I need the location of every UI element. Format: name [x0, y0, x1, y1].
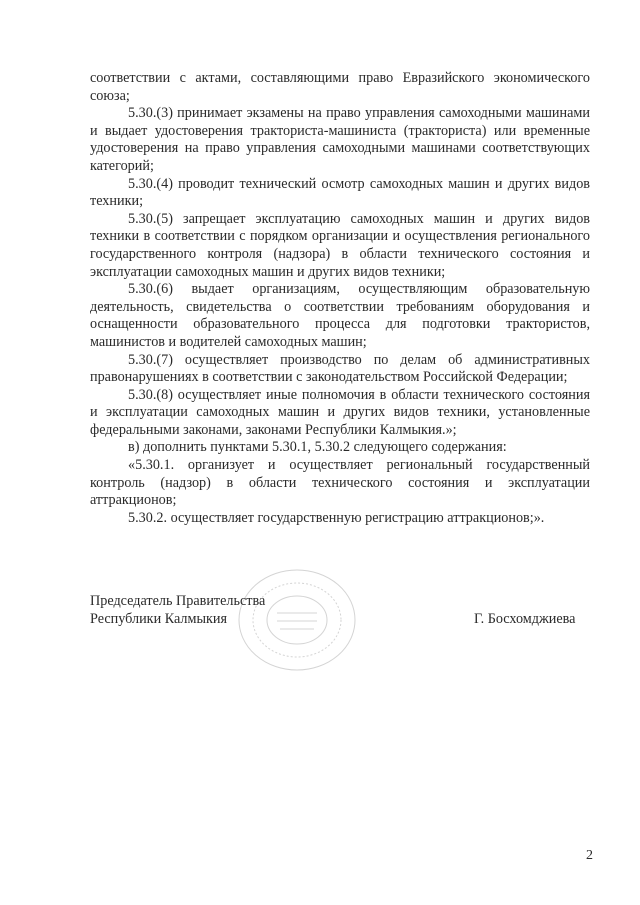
paragraph-5-30-3: 5.30.(3) принимает экзамены на право управления самоходными машинами и выдает удостоверения тракториста-машиниста (тракториста) или временные удостоверения на право управления самоходными машинами соответствующих категорий; — [90, 105, 590, 174]
signature-title-line1: Председатель Правительства — [90, 593, 266, 609]
paragraph-5-30-8: 5.30.(8) осуществляет иные полномочия в области технического состояния и эксплуатации самоходных машин и других видов техники, установленные федеральными законами, законами Республики Калмыкия.»; — [90, 386, 590, 438]
paragraph-5-30-6: 5.30.(6) выдает организациям, осуществляющим образовательную деятельность, свидетельства о соответствии требованиям оборудования и оснащенности образовательного процесса для подготовки трактористов, машинистов и водителей самоходных машин; — [90, 281, 590, 350]
signature-title — [90, 592, 265, 628]
paragraph-5-30-5: 5.30.(5) запрещает эксплуатацию самоходных машин и других видов техники в соответствии с порядком организации и осуществления регионального государственного контроля (надзора) в области технического состояния и эксплуатации самоходных машин и других видов техники; — [90, 210, 590, 280]
signatory-name: Г. Босхомджиева — [474, 611, 576, 627]
paragraph-5-30-2: 5.30.2. осуществляет государственную регистрацию аттракционов;». — [128, 509, 545, 526]
paragraph-5-30-7: 5.30.(7) осуществляет производство по делам об административных правонарушениях в соответствии с законодательством Российской Федерации; — [90, 351, 590, 386]
paragraph-amendment-intro: в) дополнить пунктами 5.30.1, 5.30.2 следующего содержания: — [128, 439, 507, 456]
paragraph-continuation: соответствии с актами, составляющими право Евразийского экономического союза; — [90, 70, 590, 104]
body-text — [90, 70, 590, 527]
page-number: 2 — [586, 848, 593, 863]
paragraph-5-30-1: «5.30.1. организует и осуществляет региональный государственный контроль (надзор) в области технического состояния и эксплуатации аттракционов; — [90, 457, 590, 509]
paragraph-5-30-4: 5.30.(4) проводит технический осмотр самоходных машин и других видов техники; — [90, 175, 590, 210]
signature-title-line2: Республики Калмыкия — [90, 611, 228, 627]
